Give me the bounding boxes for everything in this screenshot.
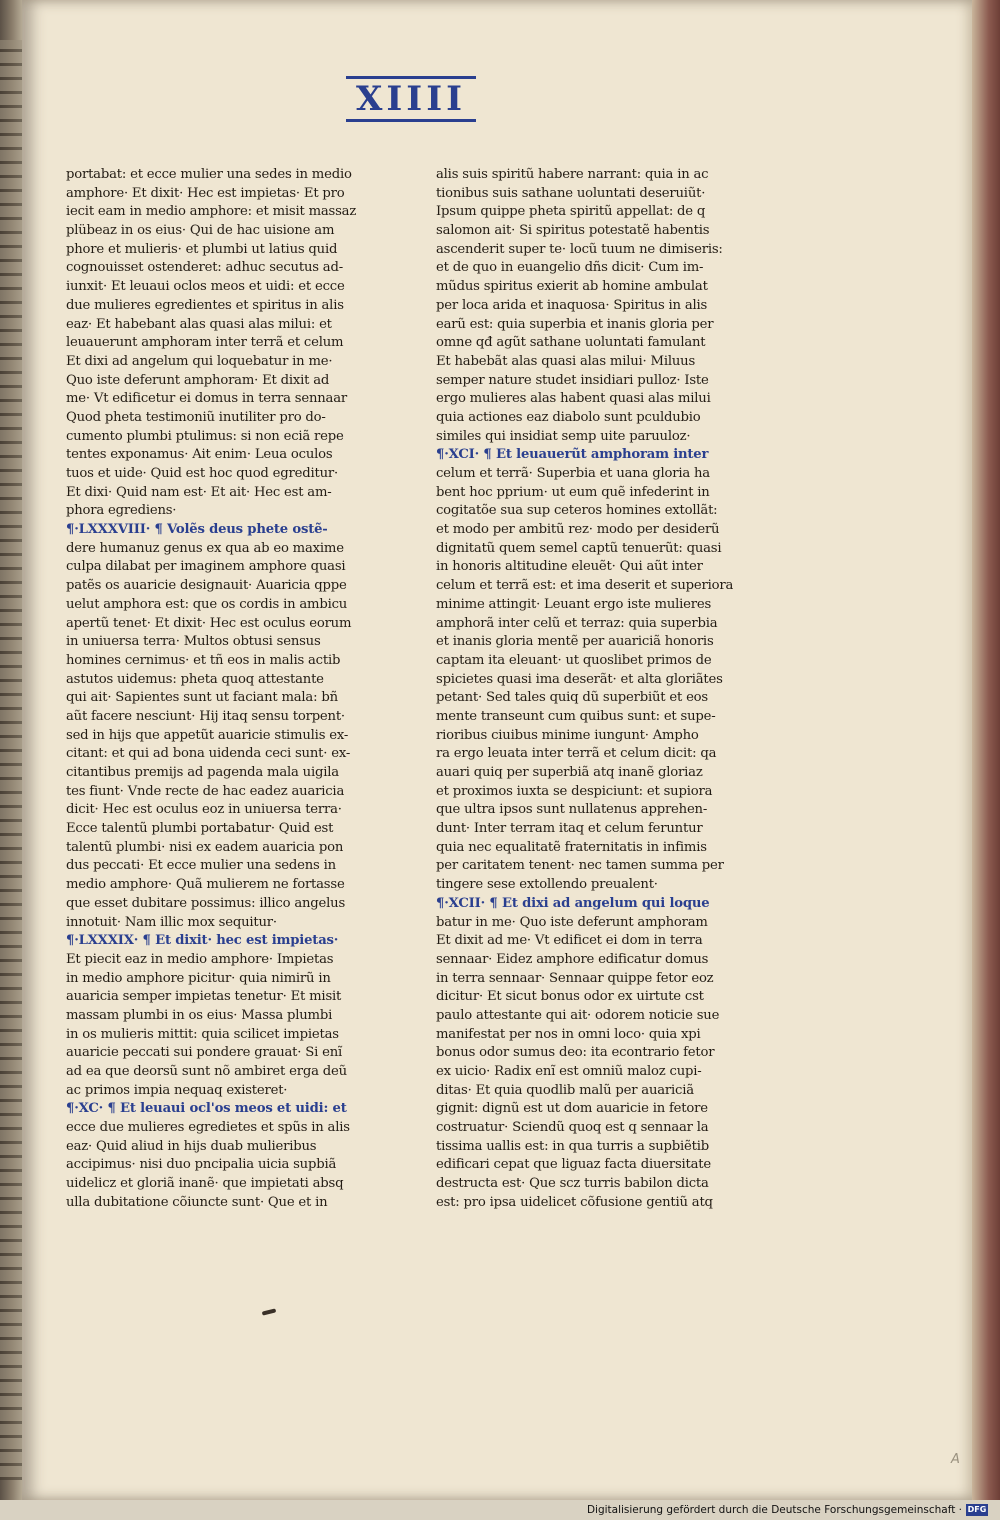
text-line: ¶·XCII· ¶ Et dixi ad angelum qui loque bbox=[436, 895, 710, 911]
text-line: amphore· Et dixit· Hec est impietas· Et pro bbox=[66, 185, 345, 201]
text-line: tes fiunt· Vnde recte de hac eadez auaricia bbox=[66, 783, 345, 799]
text-line: iunxit· Et leuaui oclos meos et uidi: et ecce bbox=[66, 279, 345, 295]
credit-text: Digitalisierung gefördert durch die Deutsche Forschungsgemeinschaft · bbox=[586, 1504, 962, 1516]
text-column-right bbox=[436, 166, 758, 1213]
text-line: quia nec equalitatẽ fraternitatis in infimis bbox=[436, 839, 707, 855]
text-line: spicietes quasi ima deserãt· et alta gloriãtes bbox=[436, 671, 723, 687]
text-line: ¶·XCI· ¶ Et leuauerũt amphoram inter bbox=[436, 447, 709, 463]
text-line: ¶·LXXXVIII· ¶ Volẽs deus phete ostẽ- bbox=[66, 522, 328, 538]
text-line: Et habebãt alas quasi alas milui· Miluus bbox=[436, 353, 696, 369]
text-line: aũt facere nesciunt· Hij itaq sensu torpent· bbox=[66, 708, 345, 724]
text-line: patẽs os auaricie designauit· Auaricia qppe bbox=[66, 578, 347, 594]
text-line: phore et mulieris· et plumbi ut latius quid bbox=[66, 241, 338, 257]
text-line: et proximos iuxta se despiciunt: et supiora bbox=[436, 783, 713, 799]
text-line: astutos uidemus: pheta quoq attestante bbox=[66, 671, 324, 687]
text-line: semper nature studet insidiari pulloz· Iste bbox=[436, 372, 709, 388]
foliation-numeral: XIIII bbox=[346, 76, 476, 122]
text-line: cognouisset ostenderet: adhuc secutus ad- bbox=[66, 260, 343, 276]
text-line: phora egrediens· bbox=[66, 503, 177, 519]
text-line: Ecce talentũ plumbi portabatur· Quid est bbox=[66, 821, 334, 837]
text-line: ecce due mulieres egredietes et spũs in alis bbox=[66, 1120, 350, 1136]
text-line: bent hoc pprium· ut eum quẽ infederint in bbox=[436, 484, 710, 500]
text-line: citantibus premijs ad pagenda mala uigila bbox=[66, 765, 339, 780]
text-line: tingere sese extollendo preualent· bbox=[436, 877, 658, 893]
text-line: sennaar· Eidez amphore edificatur domus bbox=[436, 951, 709, 967]
text-line: que esset dubitare possimus: illico angelus bbox=[66, 895, 346, 911]
text-line: tionibus suis sathane uoluntati deseruiũt· bbox=[436, 185, 706, 201]
text-line: citant: et qui ad bona uidenda ceci sunt· ex- bbox=[66, 746, 351, 762]
text-line: portabat: et ecce mulier una sedes in medio bbox=[66, 167, 352, 182]
text-line: mũdus spiritus exierit ab homine ambulat bbox=[436, 279, 708, 295]
text-line: in os mulieris mittit: quia scilicet impietas bbox=[66, 1026, 339, 1042]
text-line: edificari cepat que liguaz facta diuersitate bbox=[436, 1157, 712, 1173]
text-line: iecit eam in medio amphore: et misit massaz bbox=[66, 204, 357, 220]
text-line: Et dixit ad me· Vt edificet ei dom in terra bbox=[436, 933, 703, 949]
text-line: dunt· Inter terram itaq et celum feruntur bbox=[436, 821, 703, 837]
text-line: accipimus· nisi duo pncipalia uicia supbiã bbox=[66, 1157, 337, 1173]
text-line: Quo iste deferunt amphoram· Et dixit ad bbox=[66, 372, 330, 388]
text-line: dicit· Hec est oculus eoz in uniuersa terra· bbox=[66, 802, 342, 818]
page-fore-edge bbox=[972, 0, 1000, 1500]
text-line: mente transeunt cum quibus sunt: et supe- bbox=[436, 708, 716, 724]
text-line: similes qui insidiat semp uite paruuloz· bbox=[436, 428, 691, 444]
text-column-left bbox=[66, 166, 388, 1213]
text-line: ra ergo leuata inter terrã et celum dicit: qa bbox=[436, 746, 717, 762]
text-line: et inanis gloria mentẽ per auariciã honoris bbox=[436, 634, 714, 650]
text-line: homines cernimus· et tñ eos in malis actib bbox=[66, 652, 341, 668]
text-line: auaricie peccati sui pondere grauat· Si enĩ bbox=[66, 1045, 343, 1061]
text-line: cumento plumbi ptulimus: si non eciã repe bbox=[66, 428, 344, 444]
text-line: eaz· Quid aliud in hijs duab mulieribus bbox=[66, 1138, 317, 1154]
text-line: per caritatem tenent· nec tamen summa per bbox=[436, 858, 724, 874]
text-line: omne qđ agũt sathane uoluntati famulant bbox=[436, 335, 706, 351]
text-line: quia actiones eaz diabolo sunt pculdubio bbox=[436, 409, 701, 425]
text-line: dicitur· Et sicut bonus odor ex uirtute cst bbox=[436, 989, 704, 1005]
dfg-logo-icon: DFG bbox=[967, 1505, 987, 1514]
text-line: petant· Sed tales quiq dũ superbiũt et eos bbox=[436, 690, 708, 706]
text-line: alis suis spiritũ habere narrant: quia in ac bbox=[436, 167, 709, 182]
text-line: amphorã inter celũ et terraz: quia superbia bbox=[436, 615, 718, 631]
text-line: sed in hijs que appetũt auaricie stimulis ex- bbox=[66, 727, 349, 743]
text-line: destructa est· Que scz turris babilon dicta bbox=[436, 1176, 709, 1192]
text-line: ex uicio· Radix enĩ est omniũ maloz cupi- bbox=[436, 1064, 702, 1079]
text-line: costruatur· Sciendũ quoq est q sennaar la bbox=[436, 1120, 709, 1136]
text-line: ad ea que deorsũ sunt nõ ambiret erga deũ bbox=[66, 1064, 347, 1079]
text-line: que ultra ipsos sunt nullatenus apprehen- bbox=[436, 802, 708, 818]
text-line: cogitatõe sua sup ceteros homines extollãt: bbox=[436, 503, 718, 519]
text-line: minime attingit· Leuant ergo iste mulieres bbox=[436, 596, 712, 612]
text-line: eaz· Et habebant alas quasi alas milui: et bbox=[66, 316, 332, 332]
text-line: et de quo in euangelio dñs dicit· Cum im- bbox=[436, 260, 704, 276]
text-line: ulla dubitatione cõiuncte sunt· Que et in bbox=[66, 1194, 328, 1210]
digitization-credit bbox=[587, 1502, 988, 1518]
text-line: captam ita eleuant· ut quoslibet primos de bbox=[436, 652, 712, 668]
text-line: dignitatũ quem semel captũ tenuerũt: quasi bbox=[436, 540, 722, 556]
text-line: culpa dilabat per imaginem amphore quasi bbox=[66, 559, 346, 575]
text-line: Ipsum quippe pheta spiritũ appellat: de q bbox=[436, 204, 706, 220]
text-line: in honoris altitudine eleuẽt· Qui aũt inter bbox=[436, 559, 703, 575]
text-line: ergo mulieres alas habent quasi alas milui bbox=[436, 391, 711, 407]
folio-mark: A bbox=[951, 1452, 960, 1467]
text-line: due mulieres egredientes et spiritus in alis bbox=[66, 297, 344, 313]
text-line: plübeaz in os eius· Qui de hac uisione am bbox=[66, 223, 335, 239]
text-line: uidelicz et gloriã inanẽ· que impietati absq bbox=[66, 1176, 344, 1192]
text-line: manifestat per nos in omni loco· quia xpi bbox=[436, 1026, 701, 1042]
text-line: leuauerunt amphoram inter terrã et celum bbox=[66, 335, 344, 351]
text-line: ¶·XC· ¶ Et leuaui ocl'os meos et uidi: et bbox=[66, 1101, 347, 1117]
text-line: celum et terrã· Superbia et uana gloria ha bbox=[436, 466, 710, 481]
text-line: in terra sennaar· Sennaar quippe fetor eoz bbox=[436, 970, 714, 986]
text-line: rioribus ciuibus minime iungunt· Ampho bbox=[436, 727, 699, 743]
text-line: massam plumbi in os eius· Massa plumbi bbox=[66, 1007, 333, 1023]
text-line: in uniuersa terra· Multos obtusi sensus bbox=[66, 634, 321, 650]
text-line: auari quiq per superbiã atq inanẽ gloriaz bbox=[436, 765, 703, 780]
text-line: bonus odor sumus deo: ita econtrario fetor bbox=[436, 1045, 715, 1061]
text-line: dus peccati· Et ecce mulier una sedens in bbox=[66, 858, 336, 874]
text-line: tuos et uide· Quid est hoc quod egreditur· bbox=[66, 466, 338, 481]
text-line: ascenderit super te· locũ tuum ne dimiseris: bbox=[436, 241, 723, 257]
text-line: ditas· Et quia quodlib malũ per auariciã bbox=[436, 1082, 694, 1098]
text-line: celum et terrã est: et ima deserit et superiora bbox=[436, 578, 734, 594]
text-line: Et dixi ad angelum qui loquebatur in me· bbox=[66, 353, 333, 369]
text-line: gignit: dignũ est ut dom auaricie in fetore bbox=[436, 1101, 708, 1117]
text-line: in medio amphore picitur· quia nimirũ in bbox=[66, 970, 331, 986]
text-line: me· Vt edificetur ei domus in terra sennaar bbox=[66, 391, 347, 407]
text-line: Et dixi· Quid nam est· Et ait· Hec est am- bbox=[66, 484, 332, 500]
text-line: ¶·LXXXIX· ¶ Et dixit· hec est impietas· bbox=[66, 933, 339, 949]
text-line: apertũ tenet· Et dixit· Hec est oculus eorum bbox=[66, 615, 352, 631]
text-line: Quod pheta testimoniũ inutiliter pro do- bbox=[66, 409, 326, 425]
text-line: per loca arida et inaquosa· Spiritus in alis bbox=[436, 297, 708, 313]
text-line: Et piecit eaz in medio amphore· Impietas bbox=[66, 951, 334, 967]
text-line: talentũ plumbi· nisi ex eadem auaricia pon bbox=[66, 839, 344, 855]
text-line: dere humanuz genus ex qua ab eo maxime bbox=[66, 540, 344, 556]
left-page-sliver bbox=[0, 40, 24, 1480]
text-line: batur in me· Quo iste deferunt amphoram bbox=[436, 914, 708, 930]
text-line: uelut amphora est: que os cordis in ambicu bbox=[66, 596, 348, 612]
text-line: salomon ait· Si spiritus potestatẽ habentis bbox=[436, 223, 710, 239]
text-line: tentes exponamus· Ait enim· Leua oculos bbox=[66, 447, 333, 463]
text-line: earũ est: quia superbia et inanis gloria per bbox=[436, 316, 714, 332]
text-line: est: pro ipsa uidelicet cõfusione gentiũ atq bbox=[436, 1194, 713, 1210]
text-line: innotuit· Nam illic mox sequitur· bbox=[66, 914, 277, 930]
text-line: paulo attestante qui ait· odorem noticie sue bbox=[436, 1007, 720, 1023]
text-line: tissima uallis est: in qua turris a supbiẽtib bbox=[436, 1138, 709, 1154]
text-line: medio amphore· Quã mulierem ne fortasse bbox=[66, 877, 345, 893]
text-line: ac primos impia nequaq existeret· bbox=[66, 1082, 288, 1098]
text-line: auaricia semper impietas tenetur· Et misit bbox=[66, 989, 342, 1005]
text-line: qui ait· Sapientes sunt ut faciant mala: bñ bbox=[66, 690, 338, 706]
text-line: et modo per ambitũ rez· modo per desiderũ bbox=[436, 522, 720, 538]
